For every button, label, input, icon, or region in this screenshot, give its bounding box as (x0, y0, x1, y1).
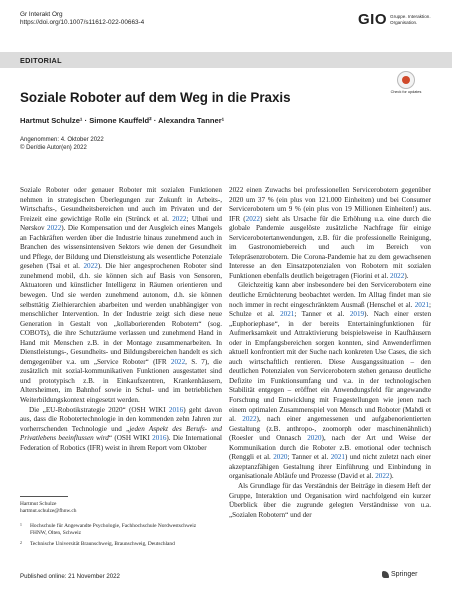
citation-link[interactable]: 2022 (242, 415, 257, 424)
copyright-line: © Der/die Autor(en) 2022 (20, 145, 87, 151)
citation-link[interactable]: 2020 (307, 434, 322, 443)
text-run: Soziale Roboter oder genauer Roboter mit sozialen Funktionen nehmen in strategischen Überlegungen zur Zukunft in Arbeits-, Wirtschafts-, Gesundheitsbereichen und auch im Privaten und der Freizeit eine gewichtige Rolle ein (Strünck et al. (20, 186, 222, 223)
journal-logo (358, 11, 436, 28)
affiliation-footnote (20, 523, 210, 537)
contact-name: Hartmut Schulze (20, 501, 57, 507)
citation-link[interactable]: 2021 (330, 453, 345, 462)
paragraph (229, 281, 431, 481)
text-run: ), nach einer angemessenen und aufgabenorientierten Gestaltung (z.B. anthropo-, zoomorph oder maschinenähnlich) (Roesler und Onnasch (229, 415, 431, 443)
check-updates-label: Check for updates (390, 90, 422, 94)
corresponding-author (20, 501, 76, 516)
text-run: Als Grundlage für das Verständnis der Beiträge in diesem Heft der Gruppe, Interaktion und Organisation wird nachfolgend ein kurzer Überblick über die zugrunde gelegten Verständnisse von u.a. „Sozialen Robotern“ und der (229, 481, 431, 519)
section-band (0, 52, 452, 68)
body-column-right (229, 186, 431, 520)
footnote-number: 1 (20, 523, 22, 527)
check-for-updates-badge[interactable] (386, 71, 426, 94)
paragraph (229, 482, 431, 520)
publisher-logo (382, 571, 417, 578)
text-run: Die „EU-Robotikstrategie 2020“ (OSH WIKI (29, 405, 169, 414)
citation-link[interactable]: 2022 (390, 271, 405, 280)
paragraph (20, 406, 222, 454)
contact-email[interactable]: hartmut.schulze@fhnw.ch (20, 508, 77, 515)
text-run: 2022 einen Zuwachs bei professionellen Servicerobotern gegenüber 2020 um 37 % (ein plus von 121.000 Einheiten) und bei Consumer Servicerobotern um 9 % (ein plus von 19 Millionen Einheiten!) aus. IFR ( (229, 186, 431, 223)
footnote-text: Hochschule für Angewandte Psychologie, Fachhochschule Nordwestschweiz FHNW, Olten, Schweiz (30, 523, 197, 537)
check-updates-icon (397, 71, 415, 89)
accepted-date: Angenommen: 4. Oktober 2022 (20, 137, 104, 143)
citation-link[interactable]: 2021 (414, 300, 430, 309)
footnote-text: Technische Universität Braunschweig, Braunschweig, Deutschland (30, 541, 175, 547)
quote-emphasis: jeden Aspekt des Berufs- und Privatlebens beeinflussen wird (20, 424, 222, 443)
text-run: ) sieht als Ursache für die Erhöhung u.a. eine durch die globale Pandemie ausgelöste zusätzliche Nachfrage für einige Servicerobotertanwendungen, z.B. für die professionelle Reinigung, im Gastronomiebereich und auch im Bereich von Telepräsenzrobotern. Die Corona-Pandemie hat zu dem gewachsenen Interesse an den Einsatzpotenzialen von Robotern mit sozialen Funktionen ebenfalls deutlich beigetragen (Fiorini et al. (229, 214, 431, 280)
text-run: ; Schulze et al. (229, 300, 431, 319)
text-run: “ (OSH WIKI (108, 434, 153, 443)
affiliation-footnote (20, 541, 210, 548)
text-run: ; Ulhøi und Nørskov (20, 214, 222, 233)
citation-link[interactable]: 2016 (168, 405, 184, 414)
springer-horse-icon (382, 571, 389, 578)
text-run: , S. 7), die zusätzlich mit sozial-kommunikativen Funktionen ausgestattet sind und prototypisch z.B. in Einkaufszentren, Krankenhäusern, Altersheimen, im Bahnhof sowie in Schul- und im betrieblichen Weiterbildungskontext eingesetzt werden. (20, 357, 222, 405)
citation-link[interactable]: 2022 (83, 262, 98, 271)
citation-link[interactable]: 2022 (245, 214, 260, 223)
body-column-left (20, 186, 222, 453)
footnote-number: 2 (20, 541, 22, 545)
text-run: ). Die hier angesprochenen Roboter sind zunehmend mobil, d.h. sie können sich auf Basis von Sensoren, Aktuatoren und künstlicher Intelligenz in Räumen orientieren und bewegen. Und sie werden zunehmend autonom, d.h. sie können selbsttätig Zielhierarchien abarbeiten und werden unabhängiger von menschlicher Intervention. In der Industrie zeigt sich diese neue Generation in Gestalt von „kollaborierenden Robotern“ (sog. COBOTs), die ihre Schutzräume verlassen und zunehmend Hand in Hand mit Menschen z.B. in der Montage zusammenarbeiten. In Dienstleistungs-, Gesundheits- und Bildungsbereichen handelt es sich demgegenüber v.a. um „Service Roboter“ (IFR (20, 262, 223, 366)
footnote-divider (20, 496, 68, 497)
citation-link[interactable]: 2021 (280, 310, 295, 319)
publisher-name: Springer (391, 571, 418, 578)
text-run: ). Die Kompensation und der Ausgleich eines Mangels an Fachkräften werden über die Industrie hinaus zunehmend auch in Branchen des wissensintensiven Sektors wie denen der Gesundheit und Pflege, der Bildung und Dienstleistung als wesentliche Potenziale gesehen (Tsai et al. (20, 224, 222, 271)
text-run: ) geht davon aus, dass die Robotertechnologie in den kommenden zehn Jahren zur vorherrschenden Technologie und „ (20, 405, 222, 433)
text-run: ). Die International Federation of Robotics (IFR) weist in ihrem Report vom Oktober (20, 434, 222, 452)
citation-link[interactable]: 2022 (375, 472, 390, 481)
doi-link[interactable]: https://doi.org/10.1007/s11612-022-00663-4 (20, 18, 145, 26)
paragraph (229, 186, 431, 281)
text-run: ) und nicht zuletzt nach einer akzeptanzfähigen Gestaltung ihrer Einführung und Einbindung in organisationale Abläufe und Prozesse (David et al. (229, 453, 432, 481)
article-dates (20, 136, 104, 152)
text-run: ), nach der Art und Weise der Kommunikation durch die Roboter z.B. emotional oder technisch (Renggli et al. (229, 434, 431, 462)
text-run: ). (404, 271, 409, 280)
journal-name: Gr Interakt Org (20, 11, 63, 18)
text-run: ; Tanner et al. (287, 453, 331, 462)
article-title: Soziale Roboter auf dem Weg in die Praxis (20, 90, 291, 105)
citation-link[interactable]: 2022 (172, 214, 187, 223)
text-run: ; Tanner et al. (294, 310, 350, 319)
published-date: Published online: 21 November 2022 (20, 573, 120, 580)
citation-link[interactable]: 2022 (170, 357, 186, 366)
text-run: Gleichzeitig kann aber insbesondere bei den Servicerobotern eine deutliche Ernüchterung beobachtet werden. Im Alltag findet man sie noch immer in recht eingeschränktem Ausmaß (Henschel et al. (229, 281, 431, 309)
citation-link[interactable]: 2019 (349, 310, 365, 319)
citation-link[interactable]: 2016 (152, 434, 167, 443)
citation-link[interactable]: 2022 (47, 224, 62, 233)
gio-logo-subtitle: Gruppe. Interaktion. Organisation. (390, 14, 431, 25)
text-run: ). (389, 472, 394, 481)
section-label: EDITORIAL (20, 56, 62, 65)
gio-logo-mark: GIO (358, 11, 388, 28)
text-run: ). Nach einer ersten „Euphoriephase“, in der bereits Entertainingfunktionen für Aufmerksamkeit und Attraktivierung beispielsweise in Kaufhäusern oder in Empfangsbereichen sorgen konnten, sind Anwenderfirmen aktuell konfrontiert mit der Suche nach konkreten Use Cases, die sich auch wirtschaftlich rentieren. Diese Ausgangssituation – den deutlichen Potenzialen von Servicerobotern stehen genauso deutliche Defizite im Funktionsumfang und v.a. in der technologischen Stabilität entgegen – eröffnet ein Anwendungsfeld für angewandte Forschung und Entwicklung mit Fragestellungen wie jenen nach einem optimalen Zusammenspiel von Mensch und Roboter (Mahdi et al. (229, 310, 432, 424)
citation-link[interactable]: 2020 (273, 453, 288, 462)
author-list: Hartmut Schulze¹ · Simone Kauffeld² · Alexandra Tanner¹ (20, 116, 225, 125)
journal-header (20, 11, 144, 26)
paragraph (20, 186, 222, 406)
